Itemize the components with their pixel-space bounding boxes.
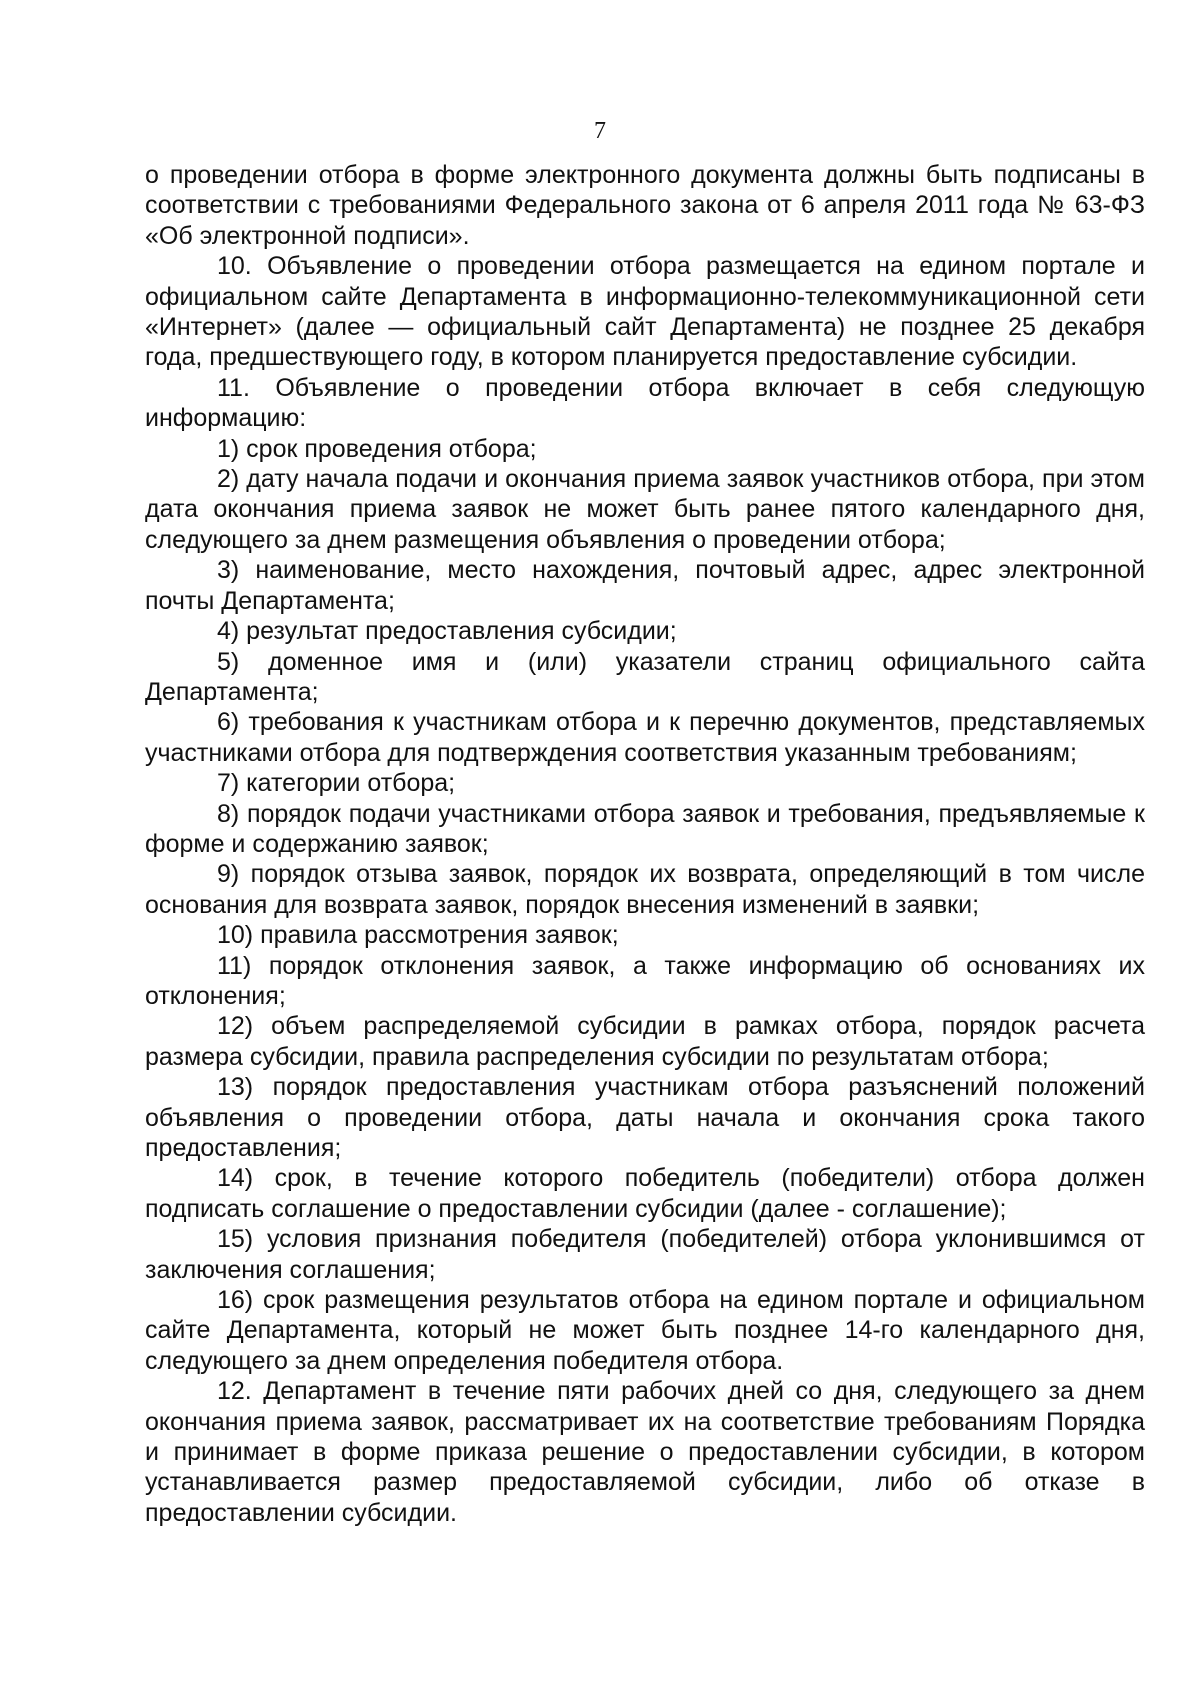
list-item-7: 7) категории отбора; bbox=[217, 769, 456, 798]
list-item-13: 13) порядок предоставления участникам отбора разъяснений положений объявления о проведении отбора, даты начала и окончания срока такого предоставления; bbox=[145, 1073, 1145, 1162]
list-item-5: 5) доменное имя и (или) указатели страниц официального сайта Департамента; bbox=[145, 647, 1145, 706]
list-item-10: 10) правила рассмотрения заявок; bbox=[217, 921, 619, 950]
list-item-11: 11) порядок отклонения заявок, а также информацию об основаниях их отклонения; bbox=[145, 951, 1145, 1010]
paragraph-12: 12. Департамент в течение пяти рабочих дней со дня, следующего за днем окончания приема заявок, рассматривает их на соответствие требованиям Порядка и принимает в форме приказа решение о предоставлении субсидии, в котором устанавливается размер предоставляемой субсидии, либо об отказе в предоставлении субсидии. bbox=[145, 1377, 1145, 1527]
list-item-14: 14) срок, в течение которого победитель (победители) отбора должен подписать соглашение о предоставлении субсидии (далее - соглашение); bbox=[145, 1164, 1145, 1223]
list-item-12: 12) объем распределяемой субсидии в рамках отбора, порядок расчета размера субсидии, правила распределения субсидии по результатам отбора; bbox=[145, 1012, 1145, 1071]
paragraph-continuation: о проведении отбора в форме электронного документа должны быть подписаны в соответствии с требованиями Федерального закона от 6 апреля 2011 года № 63-ФЗ «Об электронной подписи». bbox=[145, 161, 1145, 250]
paragraph-11: 11. Объявление о проведении отбора включает в себя следующую информацию: bbox=[145, 373, 1145, 433]
list-item-6: 6) требования к участникам отбора и к перечню документов, представляемых участниками отбора для подтверждения соответствия указанным требованиям; bbox=[145, 708, 1145, 767]
list-item-2: 2) дату начала подачи и окончания приема заявок участников отбора, при этом дата окончания приема заявок не может быть ранее пятого календарного дня, следующего за днем размещения объявления о проведении отбора; bbox=[145, 465, 1145, 554]
list-item-4: 4) результат предоставления субсидии; bbox=[217, 617, 677, 646]
list-item-1: 1) срок проведения отбора; bbox=[217, 434, 537, 463]
list-item-16: 16) срок размещения результатов отбора на едином портале и официальном сайте Департамента, который не может быть позднее 14-го календарного дня, следующего за днем определения победителя отбора. bbox=[145, 1286, 1145, 1375]
list-item-15: 15) условия признания победителя (победителей) отбора уклонившимся от заключения соглашения; bbox=[145, 1225, 1145, 1284]
list-item-3: 3) наименование, место нахождения, почтовый адрес, адрес электронной почты Департамента; bbox=[145, 556, 1145, 615]
page-number: 7 bbox=[594, 118, 606, 144]
list-item-9: 9) порядок отзыва заявок, порядок их возврата, определяющий в том числе основания для возврата заявок, порядок внесения изменений в заявки; bbox=[145, 860, 1145, 919]
document-body bbox=[145, 160, 1145, 1528]
paragraph-10: 10. Объявление о проведении отбора размещается на едином портале и официальном сайте Департамента в информационно-телекоммуникационной сети «Интернет» (далее — официальный сайт Департамента) не позднее 25 декабря года, предшествующего году, в котором планируется предоставление субсидии. bbox=[145, 252, 1145, 372]
list-item-8: 8) порядок подачи участниками отбора заявок и требования, предъявляемые к форме и содержанию заявок; bbox=[145, 799, 1145, 858]
